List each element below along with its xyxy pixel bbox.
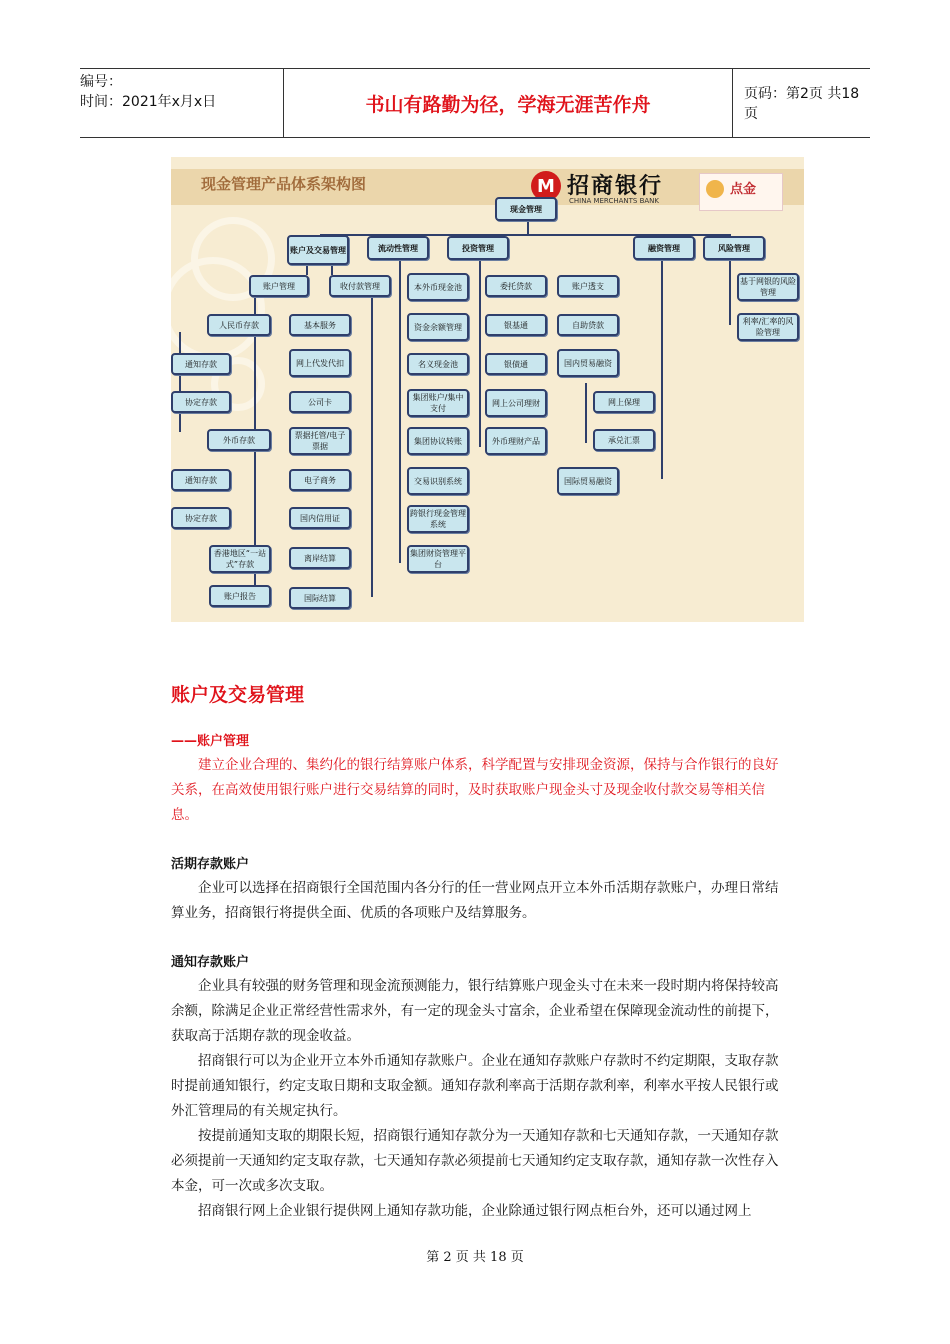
bank-name: 招商银行	[567, 174, 664, 199]
node-liquidity-item: 集团协议转账	[407, 427, 469, 455]
paragraph-notice-3: 按提前通知支取的期限长短，招商银行通知存款分为一天通知存款和七天通知存款，一天通知存款必须提前一天通知约定支取存款，七天通知存款必须提前七天通知约定支取存款，通知存款一次性存入本金，可一次或多次支取。	[171, 1128, 779, 1194]
section-title: 账户及交易管理	[171, 684, 305, 706]
node-payment-item: 公司卡	[289, 391, 351, 413]
paragraph-notice-1: 企业具有较强的财务管理和现金流预测能力，银行结算账户现金头寸在未来一段时期内将保持较高余额，除满足企业正常经营性需求外，有一定的现金头寸富余，企业希望在保障现金流动性的前提下，获取高于活期存款的现金收益。	[171, 978, 779, 1044]
node-category: 流动性管理	[367, 236, 429, 260]
node-payment-item: 国际结算	[289, 587, 351, 609]
node-financing-item: 国际贸易融资	[557, 467, 619, 495]
node-payment-item: 网上代发代扣	[289, 349, 351, 377]
node-liquidity-item: 集团财资管理平台	[407, 545, 469, 573]
paragraph-notice-4: 招商银行网上企业银行提供网上通知存款功能，企业除通过银行网点柜台外，还可以通过网上	[198, 1203, 752, 1219]
node-investment-item: 委托贷款	[485, 275, 547, 297]
node-payment-item: 票据托管/电子票据	[289, 427, 351, 455]
node-category: 账户及交易管理	[287, 235, 349, 265]
node-root: 现金管理	[495, 197, 557, 221]
node-payment-item: 基本服务	[289, 314, 351, 336]
node-payment-item: 国内信用证	[289, 507, 351, 529]
node-risk-item: 利率/汇率的风险管理	[737, 313, 799, 341]
node-account-item: 人民币存款	[207, 314, 271, 336]
node-risk-item: 基于网银的风险管理	[737, 273, 799, 301]
page-header	[80, 68, 870, 138]
node-payment-mgmt: 收付款管理	[329, 275, 391, 297]
chart-title: 现金管理产品体系架构图	[201, 175, 367, 193]
node-financing-item: 账户透支	[557, 275, 619, 297]
node-liquidity-item: 资金余额管理	[407, 313, 469, 341]
node-financing-item: 自助贷款	[557, 314, 619, 336]
node-liquidity-item: 交易识别系统	[407, 467, 469, 495]
node-account-item: 通知存款	[171, 469, 231, 491]
node-investment-item: 外币理财产品	[485, 427, 547, 455]
node-investment-item: 银基通	[485, 314, 547, 336]
section-subtitle: ——账户管理	[171, 734, 250, 749]
heading-current-account: 活期存款账户	[171, 857, 250, 872]
node-category: 风险管理	[703, 236, 765, 260]
node-category: 融资管理	[633, 236, 695, 260]
node-payment-item: 离岸结算	[289, 547, 351, 569]
node-payment-item: 电子商务	[289, 469, 351, 491]
node-investment-item: 银债通	[485, 353, 547, 375]
intro-paragraph: 建立企业合理的、集约化的银行结算账户体系，科学配置与安排现金资源，保持与合作银行的良好关系，在高效使用银行账户进行交易结算的同时，及时获取账户现金头寸及现金收付款交易等相关信息。	[171, 757, 779, 823]
node-category: 投资管理	[447, 236, 509, 260]
node-financing-item: 承兑汇票	[593, 429, 655, 451]
header-motto: 书山有路勤为径，学海无涯苦作舟	[283, 69, 733, 137]
partner-logo-text: 点金	[730, 182, 757, 197]
header-meta	[80, 69, 283, 140]
time-label: 时间：2021年x月x日	[80, 94, 217, 110]
node-liquidity-item: 集团账户/集中支付	[407, 389, 469, 417]
cmb-logo-icon: M	[531, 171, 561, 201]
partner-logo	[699, 173, 783, 211]
cash-management-chart	[171, 157, 804, 622]
node-account-item: 协定存款	[171, 507, 231, 529]
node-account-item: 外币存款	[207, 429, 271, 451]
node-account-item: 通知存款	[171, 353, 231, 375]
decor-swirl	[171, 257, 265, 361]
node-account-item: 账户报告	[209, 585, 271, 607]
node-liquidity-item: 跨银行现金管理系统	[407, 505, 469, 533]
node-account-mgmt: 账户管理	[249, 275, 309, 297]
node-investment-item: 网上公司理财	[485, 389, 547, 417]
paragraph-current-account: 企业可以选择在招商银行全国范围内各分行的任一营业网点开立本外币活期存款账户，办理日常结算业务，招商银行将提供全面、优质的各项账户及结算服务。	[171, 880, 779, 921]
sun-icon	[706, 180, 724, 198]
header-page-info: 页码：第2页 共18页	[744, 86, 860, 122]
page-footer: 第 2 页 共 18 页	[426, 1250, 524, 1265]
paragraph-notice-2: 招商银行可以为企业开立本外币通知存款账户。企业在通知存款账户存款时不约定期限，支取存款时提前通知银行，约定支取日期和支取金额。通知存款利率高于活期存款利率，利率水平按人民银行或外汇管理局的有关规定执行。	[171, 1053, 779, 1119]
node-account-item: 香港地区“一站式”存款	[209, 545, 271, 573]
bank-name-en: CHINA MERCHANTS BANK	[569, 197, 659, 205]
node-financing-item: 国内贸易融资	[557, 349, 619, 377]
heading-notice-account: 通知存款账户	[171, 955, 250, 970]
node-account-item: 协定存款	[171, 391, 231, 413]
number-label: 编号：	[80, 74, 122, 90]
node-liquidity-item: 本外币现金池	[407, 273, 469, 301]
node-liquidity-item: 名义现金池	[407, 353, 469, 375]
node-financing-item: 网上保理	[593, 391, 655, 413]
